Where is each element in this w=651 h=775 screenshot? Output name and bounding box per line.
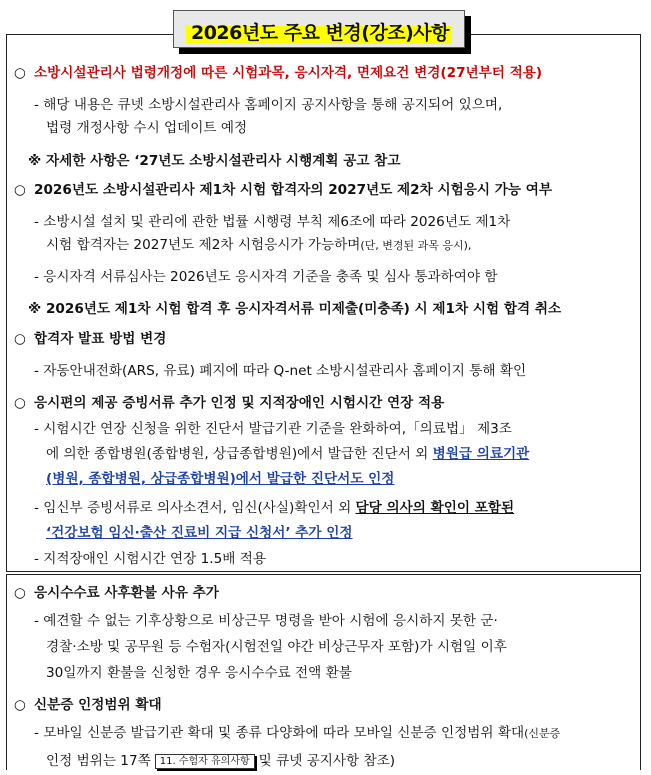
- highlighted-phrase: (병원, 종합병원, 상급종합병원)에서 발급한 진단서도 인정: [46, 471, 395, 487]
- highlighted-phrase: ‘건강보험 임신·출산 진료비 지급 신청서’ 추가 인정: [46, 525, 353, 541]
- detail-line: - 소방시설 설치 및 관리에 관한 법률 시행령 부칙 제6조에 따라 2026년도 제1차: [34, 214, 511, 230]
- detail-line: - 해당 내용은 큐넷 소방시설관리사 홈페이지 공지사항을 통해 공지되어 있으며,: [34, 97, 503, 113]
- circle-bullet-icon: ○: [14, 697, 26, 713]
- detail-line: 30일까지 환불을 신청한 경우 응시수수료 전액 환불: [46, 665, 352, 681]
- circle-bullet-icon: ○: [14, 331, 26, 347]
- detail-line: 에 의한 종합병원(종합병원, 상급종합병원)에서 발급한 진단서 외 병원급 의료기관: [46, 446, 530, 462]
- page-title: 2026년도 주요 변경(강조)사항: [190, 22, 450, 44]
- detail-line: - 임신부 증빙서류로 의사소견서, 임신(사실)확인서 외 담당 의사의 확인이 포함된: [34, 500, 515, 516]
- highlighted-phrase: 병원급 의료기관: [432, 446, 530, 462]
- detail-line: - 응시자격 서류심사는 2026년도 응시자격 기준을 충족 및 심사 통과하여야 함: [34, 269, 498, 285]
- section-heading: ○ 합격자 발표 방법 변경: [14, 331, 167, 347]
- circle-bullet-icon: ○: [14, 395, 26, 411]
- highlighted-phrase: 담당 의사의 확인이 포함된: [355, 500, 515, 516]
- detail-line: 시험 합격자는 2027년도 제2차 시험응시가 가능하며(단, 변경된 과목 응시),: [46, 237, 472, 253]
- section-heading: ○ 응시편의 제공 증빙서류 추가 인정 및 지적장애인 시험시간 연장 적용: [14, 395, 445, 411]
- section-heading: ○ 2026년도 소방시설관리사 제1차 시험 합격자의 2027년도 제2차 시험응시 가능 여부: [14, 182, 552, 198]
- section-heading: ○ 소방시설관리사 법령개정에 따른 시험과목, 응시자격, 면제요건 변경(27년부터 적용): [14, 65, 543, 81]
- title-banner: [173, 10, 473, 54]
- detail-line: - 예견할 수 없는 기후상황으로 비상근무 명령을 받아 시험에 응시하지 못한 군·: [34, 613, 498, 629]
- section-heading: ○ 신분증 인정범위 확대: [14, 697, 162, 713]
- note-line: ※ 2026년도 제1차 시험 합격 후 응시자격서류 미제출(미충족) 시 제1차 시험 합격 취소: [28, 301, 562, 317]
- note-line: ※ 자세한 사항은 ‘27년도 소방시설관리사 시행계획 공고 참고: [28, 153, 401, 169]
- section-reference-tag: 11. 수험자 유의사항: [155, 754, 255, 769]
- detail-line: 인정 범위는 17쪽 11. 수험자 유의사항 및 큐넷 공지사항 참조): [46, 753, 396, 769]
- detail-line: - 시험시간 연장 신청을 위한 진단서 발급기관 기준을 완화하여,「의료법」 제3조: [34, 421, 512, 437]
- detail-line: 법령 개정사항 수시 업데이트 예정: [46, 120, 248, 136]
- detail-line: - 모바일 신분증 발급기관 확대 및 종류 다양화에 따라 모바일 신분증 인정범위 확대(신분증: [34, 725, 561, 741]
- section-heading: ○ 응시수수료 사후환불 사유 추가: [14, 585, 219, 601]
- detail-line: - 지적장애인 시험시간 연장 1.5배 적용: [34, 551, 266, 567]
- circle-bullet-icon: ○: [14, 65, 26, 81]
- circle-bullet-icon: ○: [14, 182, 26, 198]
- circle-bullet-icon: ○: [14, 585, 26, 601]
- detail-line: 경찰·소방 및 공무원 등 수험자(시험전일 야간 비상근무자 포함)가 시험일 이후: [46, 639, 507, 655]
- title-box: [173, 10, 465, 48]
- detail-line: - 자동안내전화(ARS, 유료) 폐지에 따라 Q-net 소방시설관리사 홈페이지 통해 확인: [34, 363, 527, 379]
